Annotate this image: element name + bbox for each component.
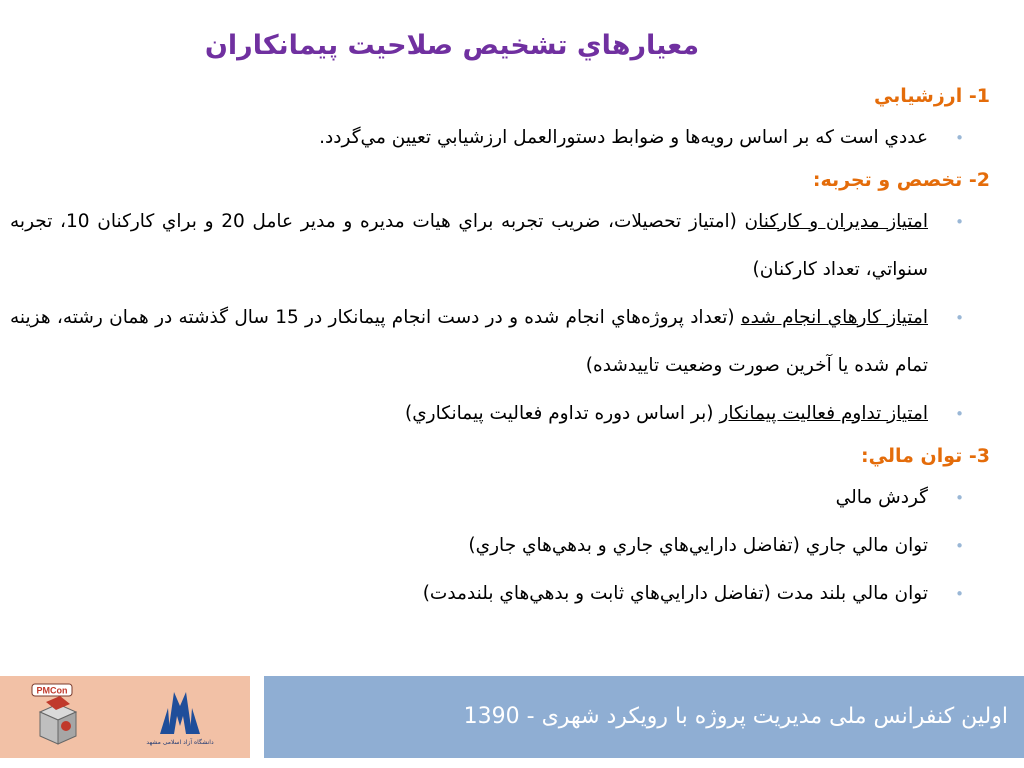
section-heading: 1- ارزشيابي — [873, 85, 990, 107]
item-text: گردش مالي — [835, 487, 928, 508]
section-heading: 2- تخصص و تجربه: — [812, 169, 990, 191]
bullet-dot-icon: • — [955, 309, 964, 327]
slide-title — [0, 30, 1024, 61]
list-item — [10, 390, 990, 438]
pmcon-logo — [30, 682, 96, 752]
footer-text: اولین کنفرانس ملی مدیریت پروژه با رویکرد شهری - 1390 — [463, 704, 1008, 729]
list-item — [10, 114, 990, 162]
footer-banner — [264, 676, 1024, 758]
bullet-dot-icon: • — [955, 489, 964, 507]
university-emblem-icon — [130, 686, 230, 738]
bullet-dot-icon: • — [955, 405, 964, 423]
item-text: (امتياز تحصيلات، ضريب تجربه براي هيات مديره و مدير عامل 20 و براي كاركنان 10، تجربه سنواتي، تعداد كاركنان) — [10, 211, 928, 280]
item-text: توان مالي بلند مدت (تفاضل دارايي‌هاي ثابت و بدهي‌هاي بلندمدت) — [422, 583, 928, 604]
list-item — [10, 294, 990, 390]
slide-title-text: معيارهاي تشخيص صلاحيت پيمانكاران — [204, 30, 700, 61]
bullet-dot-icon: • — [955, 585, 964, 603]
item-text: (تعداد پروژه‌هاي انجام شده و در دست انجام پيمانكار در 15 سال گذشته در همان رشته، هزينه تمام شده يا آخرين صورت وضعيت تاييدشده) — [10, 307, 928, 376]
item-text: (بر اساس دوره تداوم فعاليت پيمانكاري) — [404, 403, 720, 424]
slide-content — [10, 78, 990, 618]
pmcon-logo-text: PMCon — [36, 685, 68, 696]
section-heading: 3- توان مالي: — [861, 445, 990, 467]
footer-logo-panel — [0, 676, 250, 758]
item-underlined-label: امتياز تداوم فعاليت پيمانكار — [719, 403, 928, 424]
item-underlined-label: امتياز مديران و كاركنان — [744, 211, 928, 232]
item-underlined-label: امتياز كارهاي انجام شده — [740, 307, 929, 328]
list-item — [10, 522, 990, 570]
item-text: توان مالي جاري (تفاضل دارايي‌هاي جاري و بدهي‌هاي جاري) — [468, 535, 928, 556]
bullet-dot-icon: • — [955, 213, 964, 231]
list-item — [10, 570, 990, 618]
university-caption: دانشگاه آزاد اسلامی مشهد — [146, 739, 214, 746]
bullet-dot-icon: • — [955, 537, 964, 555]
item-text: عددي است كه بر اساس رويه‌ها و ضوابط دستورالعمل ارزشيابي تعيين مي‌گردد. — [319, 127, 928, 148]
list-item — [10, 198, 990, 294]
list-item — [10, 474, 990, 522]
university-logo — [130, 686, 230, 752]
bullet-dot-icon: • — [955, 129, 964, 147]
